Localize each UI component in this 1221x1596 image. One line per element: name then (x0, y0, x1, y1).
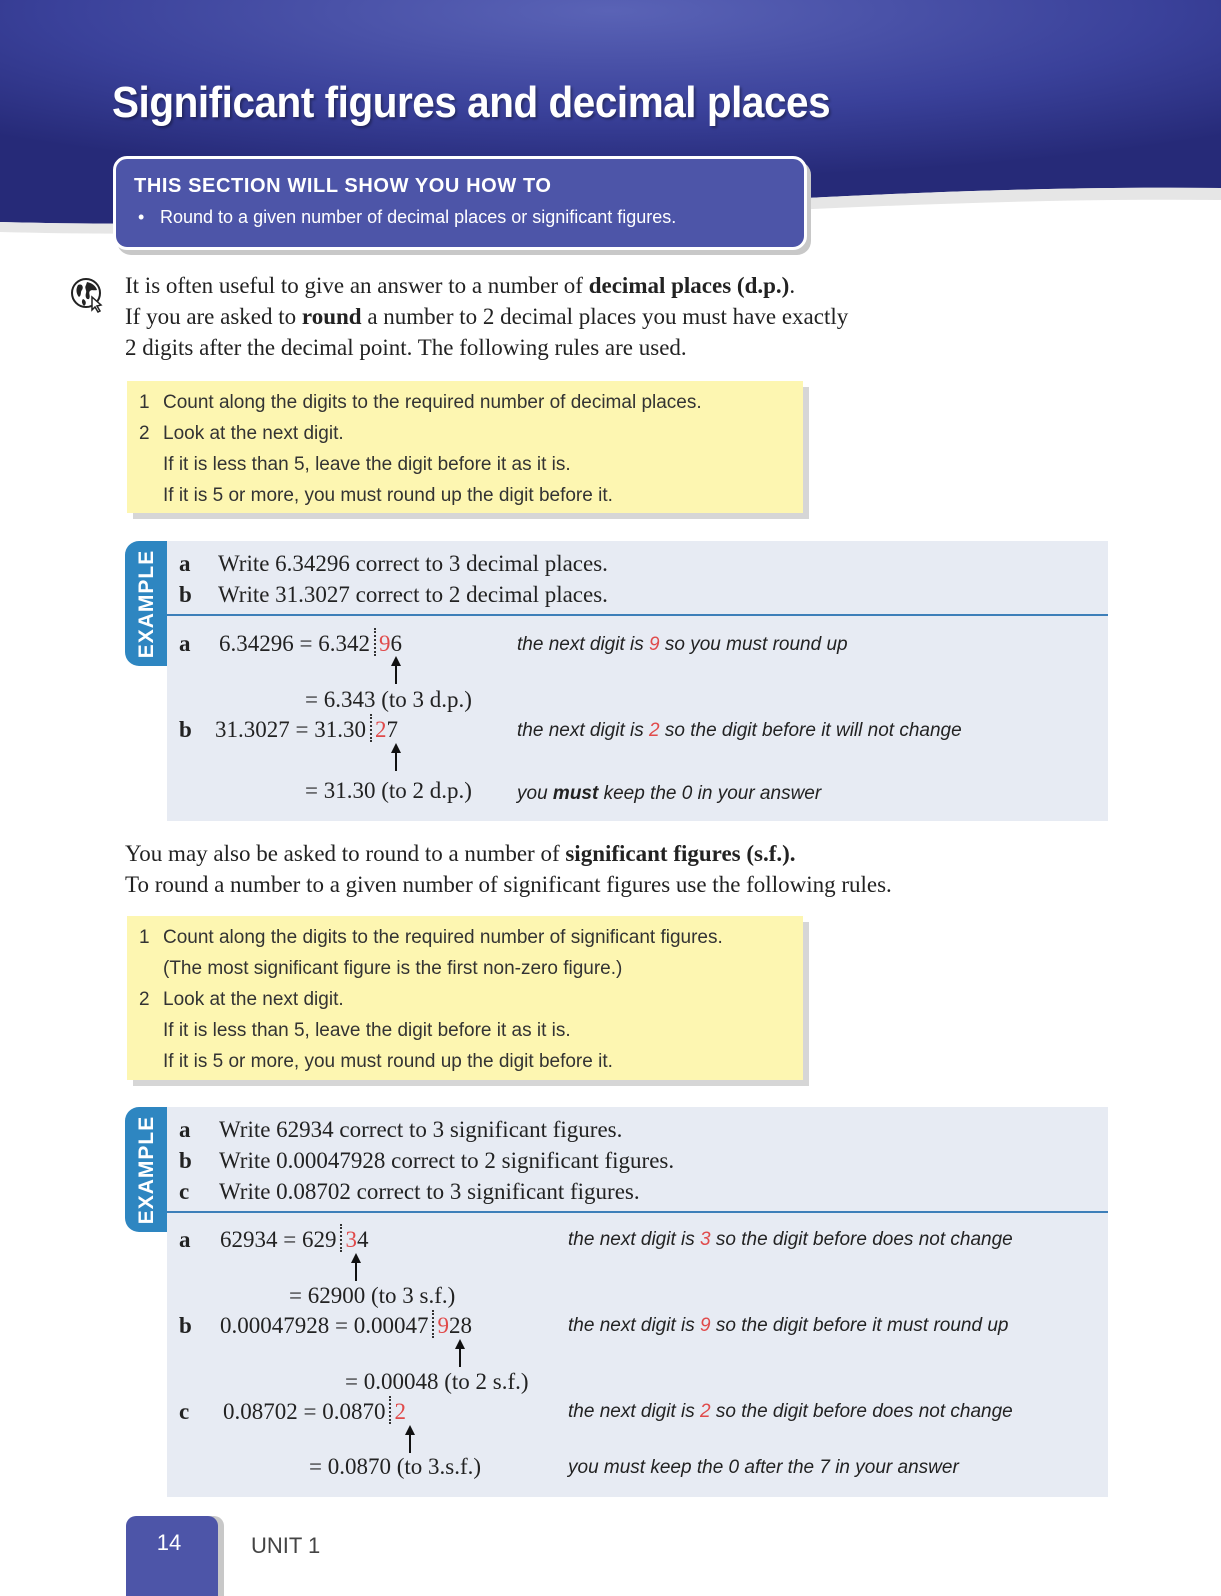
answer-result: = 31.30 (to 2 d.p.) (305, 778, 472, 803)
arrow-up-icon (453, 1337, 467, 1367)
unit-label: UNIT 1 (251, 1533, 321, 1558)
note-text: the next digit is (568, 1229, 701, 1250)
globe-icon (70, 277, 106, 313)
note-emphasis: must (552, 783, 599, 804)
answer-result: = 0.0870 (to 3.s.f.) (309, 1454, 482, 1479)
answer-letter: b (179, 717, 192, 742)
example-divider (167, 1211, 1108, 1213)
example-panel-decimal-places (167, 541, 1108, 821)
working-a (220, 1227, 368, 1253)
example-label: EXAMPLE (135, 1115, 158, 1224)
answer-letter: a (179, 631, 191, 656)
working-text: 28 (448, 1313, 472, 1338)
working-text: 7 (386, 717, 398, 742)
next-digit: 2 (374, 717, 387, 742)
key-term: round (301, 304, 362, 329)
example-divider (167, 614, 1108, 616)
working-a (219, 631, 402, 657)
intro-text: 2 digits after the decimal point. The following rules are used. (125, 335, 687, 360)
note-text: the next digit is (568, 1315, 701, 1336)
cut-marker (370, 632, 379, 654)
rule-text: Count along the digits to the required number of decimal places. (163, 392, 702, 413)
intro-text: It is often useful to give an answer to a number of (125, 273, 589, 298)
rule-text: Look at the next digit. (163, 423, 344, 444)
working-b (215, 717, 398, 743)
intro-text: To round a number to a given number of significant figures use the following rules. (125, 872, 892, 897)
note-text: so the digit before it must round up (710, 1315, 1009, 1336)
note-text: you (517, 783, 553, 804)
rule-text: Look at the next digit. (163, 989, 344, 1010)
rule-number: 2 (139, 423, 150, 444)
objective-text: Round to a given number of decimal places or significant figures. (160, 207, 677, 227)
next-digit: 9 (437, 1313, 449, 1338)
note-text: the next digit is (568, 1401, 701, 1422)
bullet-icon: • (138, 207, 145, 227)
question-text: Write 31.3027 correct to 2 decimal places. (218, 582, 608, 607)
intro-text: . (789, 273, 796, 298)
note-keep-zero: you must keep the 0 after the 7 in your answer (568, 1457, 959, 1478)
arrow-up-icon (389, 654, 403, 684)
cut-marker (336, 1228, 345, 1250)
working-text: 0.00047928 = 0.00047 (220, 1313, 429, 1338)
note-a (568, 1229, 1013, 1251)
rule-text: If it is 5 or more, you must round up the digit before it. (163, 1051, 613, 1072)
intro-text: If you are asked to (125, 304, 302, 329)
intro-text: a number to 2 decimal places you must have exactly (361, 304, 849, 329)
key-term: decimal places (d.p.) (588, 273, 790, 298)
note-digit: 9 (700, 1315, 711, 1336)
rule-text: If it is less than 5, leave the digit before it as it is. (163, 1020, 571, 1041)
rules-box-decimal-places (127, 381, 803, 513)
question-letter: b (179, 582, 192, 607)
intro-significant-figures (125, 838, 892, 900)
note-text: the next digit is (517, 720, 650, 741)
example-tab (125, 541, 169, 666)
working-b (220, 1313, 472, 1339)
objectives-box (113, 156, 807, 250)
answer-letter: c (179, 1399, 190, 1424)
note-text: the next digit is (517, 634, 650, 655)
key-term: significant figures (s.f.). (565, 841, 796, 866)
note-text: so the digit before it will not change (659, 720, 962, 741)
answer-letter: a (179, 1227, 191, 1252)
rule-text: If it is 5 or more, you must round up the digit before it. (163, 485, 613, 506)
note-digit: 3 (700, 1229, 711, 1250)
note-text: so the digit before does not change (710, 1401, 1013, 1422)
note-keep-zero (517, 783, 821, 805)
page-number-tab (126, 1516, 218, 1596)
example-panel-significant-figures (167, 1107, 1108, 1497)
example-tab (125, 1107, 169, 1232)
question-letter: a (179, 551, 191, 576)
question-letter: b (179, 1148, 192, 1173)
intro-text: You may also be asked to round to a number of (125, 841, 566, 866)
question-text: Write 0.08702 correct to 3 significant figures. (219, 1179, 640, 1204)
working-text: 6 (390, 631, 402, 656)
note-digit: 2 (700, 1401, 711, 1422)
answer-letter: b (179, 1313, 192, 1338)
cut-marker (366, 718, 375, 740)
next-digit: 2 (394, 1399, 406, 1424)
rule-number: 1 (139, 392, 150, 413)
page-title: Significant figures and decimal places (112, 78, 831, 127)
rule-text: Count along the digits to the required number of significant figures. (163, 927, 723, 948)
working-c (223, 1399, 406, 1425)
next-digit: 9 (378, 631, 391, 656)
rules-box-significant-figures (127, 916, 803, 1080)
question-text: Write 62934 correct to 3 significant figures. (219, 1117, 623, 1142)
arrow-up-icon (403, 1423, 417, 1453)
question-letter: c (179, 1179, 190, 1204)
note-c (568, 1401, 1013, 1423)
page-number: 14 (156, 1530, 182, 1555)
note-b (568, 1315, 1008, 1337)
next-digit: 3 (345, 1227, 357, 1252)
arrow-up-icon (349, 1251, 363, 1281)
note-text: so the digit before does not change (710, 1229, 1013, 1250)
arrow-up-icon (389, 741, 403, 771)
example-label: EXAMPLE (135, 549, 158, 658)
question-text: Write 6.34296 correct to 3 decimal places. (218, 551, 608, 576)
cut-marker (428, 1314, 437, 1336)
rule-text: (The most significant figure is the first non-zero figure.) (163, 958, 623, 979)
note-text: so you must round up (659, 634, 848, 655)
working-text: 62934 = 629 (220, 1227, 337, 1252)
note-text: keep the 0 in your answer (598, 783, 822, 804)
rule-number: 1 (139, 927, 150, 948)
answer-result: = 6.343 (to 3 d.p.) (305, 687, 472, 712)
cut-marker (385, 1400, 394, 1422)
intro-decimal-places (125, 270, 848, 363)
rule-number: 2 (139, 989, 150, 1010)
rule-text: If it is less than 5, leave the digit before it as it is. (163, 454, 571, 475)
answer-result: = 62900 (to 3 s.f.) (289, 1283, 456, 1308)
note-digit: 9 (649, 634, 660, 655)
note-digit: 2 (649, 720, 660, 741)
working-text: 31.3027 = 31.30 (215, 717, 366, 742)
working-text: 4 (356, 1227, 369, 1252)
question-letter: a (179, 1117, 191, 1142)
question-text: Write 0.00047928 correct to 2 significant figures. (219, 1148, 675, 1173)
working-text: 0.08702 = 0.0870 (223, 1399, 386, 1424)
answer-result: = 0.00048 (to 2 s.f.) (345, 1369, 529, 1394)
objectives-bullet (138, 207, 676, 228)
working-text: 6.34296 = 6.342 (219, 631, 370, 656)
note-a (517, 634, 848, 656)
objectives-heading: THIS SECTION WILL SHOW YOU HOW TO (134, 175, 552, 197)
note-b (517, 720, 962, 742)
